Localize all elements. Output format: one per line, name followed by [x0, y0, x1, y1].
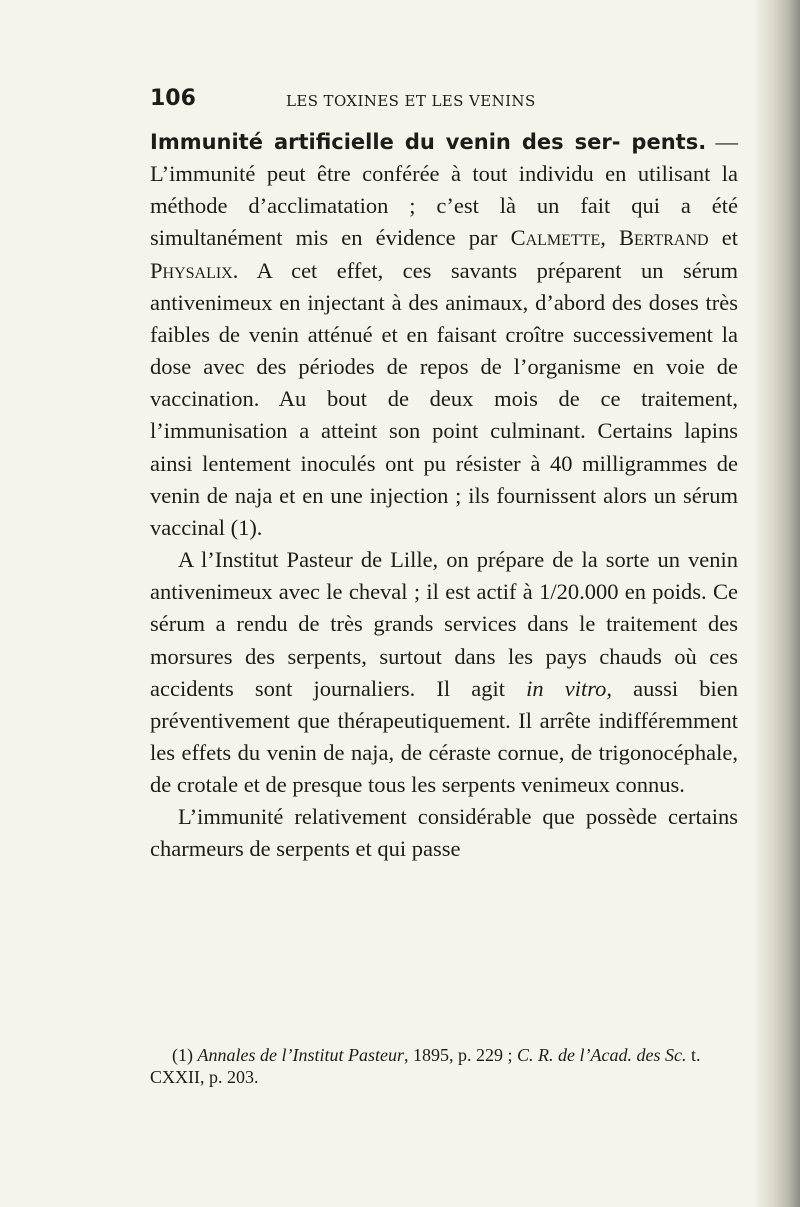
separator: ,	[600, 225, 619, 251]
footnote-paragraph	[150, 1044, 750, 1088]
paragraph-1-text-continued: . A cet effet, ces savants préparent un sérum antivenimeux en injectant à des animaux, d’abord des doses très faibles de venin atténué et en faisant croître successivement la dose avec des périodes de repos de l’organisme en voie de vaccination. Au bout de deux mois de ce traitement, l’immunisation a atteint son point culminant. Certains lapins ainsi lentement inoculés ont pu résister à 40 milligrammes de venin de naja et en une injection ; ils fournissent alors un sérum vaccinal (1).	[150, 257, 738, 540]
author-name: Physalix	[150, 257, 233, 283]
footnote-source: Annales de l’Institut Pasteur	[197, 1045, 404, 1065]
paragraph-3	[150, 801, 738, 865]
footnote-text: , 1895, p. 229 ;	[403, 1045, 517, 1065]
author-name: Calmette	[510, 225, 601, 251]
footnote-source: C. R. de l’Acad. des Sc.	[517, 1045, 687, 1065]
paragraph-2	[150, 544, 738, 801]
latin-term: in vitro	[526, 675, 607, 701]
page-header	[150, 86, 750, 118]
footnote-marker: (1)	[172, 1045, 198, 1065]
footnote-text: t. CXXII, p. 203.	[150, 1045, 701, 1087]
paragraph-3-text: L’immunité relativement considérable que possède certains charmeurs de serpents et qui passe	[150, 804, 738, 862]
paragraph-2-text-continued: , aussi bien préventivement que thérapeutiquement. Il arrête indifféremment les effets du venin de naja, de céraste cornue, de trigonocéphale, de crotale et de presque tous les serpents venimeux connus.	[150, 675, 738, 798]
paragraph-1	[150, 126, 738, 544]
running-title: LES TOXINES ET LES VENINS	[286, 92, 536, 110]
footnote	[150, 1044, 750, 1088]
body-text	[150, 126, 738, 866]
paragraph-2-text: A l’Institut Pasteur de Lille, on prépare de la sorte un venin antivenimeux avec le cheval ; il est actif à 1/20.000 en poids. Ce sérum a rendu de très grands services dans le traitement des morsures des serpents, surtout dans les pays chauds où ces accidents sont journaliers. Il agit	[150, 547, 738, 701]
page-edge-shadow	[756, 0, 800, 1207]
page-number: 106	[150, 86, 196, 111]
paragraph-1-text: — L’immunité peut être conférée à tout individu en utilisant la méthode d’acclimatation ; c’est là un fait qui a été simultanément mis en évidence par	[150, 129, 739, 251]
author-name: Bertrand	[619, 225, 709, 251]
separator: et	[708, 225, 738, 251]
section-heading: Immunité artificielle du venin des ser- pents.	[150, 130, 707, 154]
